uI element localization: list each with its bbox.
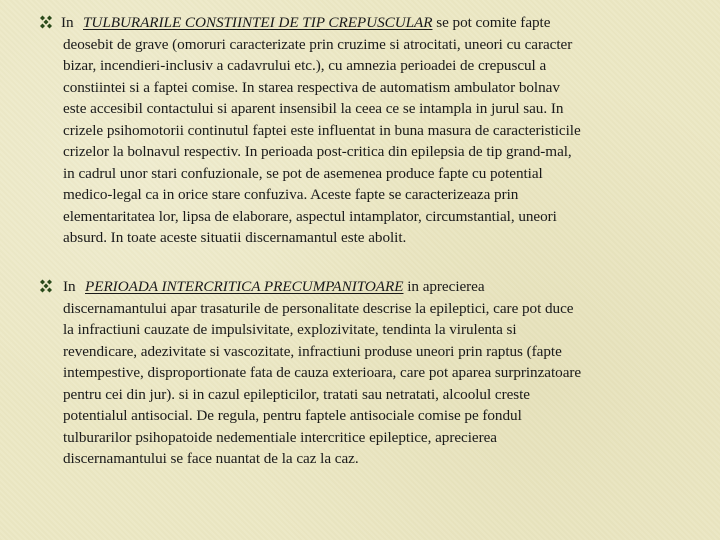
text-line: la infractiuni cauzate de impulsivitate, explozivitate, tendinta la virulenta si [63, 321, 517, 338]
emphasis-heading: TULBURARILE CONSTIINTEI DE TIP CREPUSCULAR [83, 14, 433, 31]
text-line: discernamantului se face nuantat de la caz la caz. [63, 450, 359, 467]
text-line: tulburarilor psihopatoide nedementiale intercritice epileptice, aprecierea [63, 428, 497, 446]
first-line [63, 276, 693, 298]
diamond-bullet-icon [39, 15, 53, 29]
text-line: deosebit de grave (omoruri caracterizate prin cruzime si atrocitati, uneori cu caracter [63, 35, 573, 53]
lead-word: In [61, 14, 74, 31]
diamond-bullet-icon [39, 279, 53, 293]
first-line-rest: in aprecierea [403, 278, 485, 295]
text-line: bizar, incendieri-inclusiv a cadavrului etc.), cu amnezia perioadei de crepuscul a [63, 57, 547, 74]
lead-word: In [63, 278, 76, 295]
paragraph-intercritica [63, 276, 693, 470]
text-line: potentialul antisocial. De regula, pentru faptele antisociale comise pe fondul [63, 407, 522, 424]
text-line: medico-legal ca in orice stare confuziva. Aceste fapte se caracterizeaza prin [63, 186, 519, 203]
text-line: intempestive, disproportionate fata de cauza exterioara, care pot aparea surprinzatoare [63, 364, 582, 381]
text-line: revendicare, adezivitate si vascozitate, infractiuni produse uneori prin raptus (fapte [63, 342, 562, 360]
text-line: constiintei si a faptei comise. In starea respectiva de automatism ambulator bolnav [63, 78, 560, 96]
emphasis-heading: PERIOADA INTERCRITICA PRECUMPANITOARE [85, 278, 404, 295]
first-line [63, 12, 693, 34]
bullet-item-intercritica [0, 276, 700, 470]
text-line: absurd. In toate aceste situatii discernamantul este abolit. [63, 229, 407, 246]
text-line: elementaritatea lor, lipsa de elaborare, aspectul intamplator, circumstantial, uneori [63, 207, 557, 225]
text-line: este accesibil contactului si aparent insensibil la ceea ce se intampla in jurul sau. In [63, 100, 564, 117]
paragraph-crepuscular [63, 12, 693, 249]
text-line: discernamantului apar trasaturile de personalitate descrise la epileptici, care pot duce [63, 299, 574, 317]
text-line: crizele psihomotorii continutul faptei este influentat in buna masura de caracteristicile [63, 121, 581, 139]
text-line: pentru cei din jur). si in cazul epilepticilor, tratati sau netratati, alcoolul creste [63, 385, 530, 403]
first-line-rest: se pot comite fapte [432, 14, 551, 31]
text-line: crizelor la bolnavul respectiv. In perioada post-critica din epilepsia de tip grand-mal, [63, 143, 572, 160]
text-line: in cadrul unor stari confuzionale, se pot de asemenea produce fapte cu potential [63, 164, 543, 182]
bullet-item-crepuscular [0, 12, 700, 249]
